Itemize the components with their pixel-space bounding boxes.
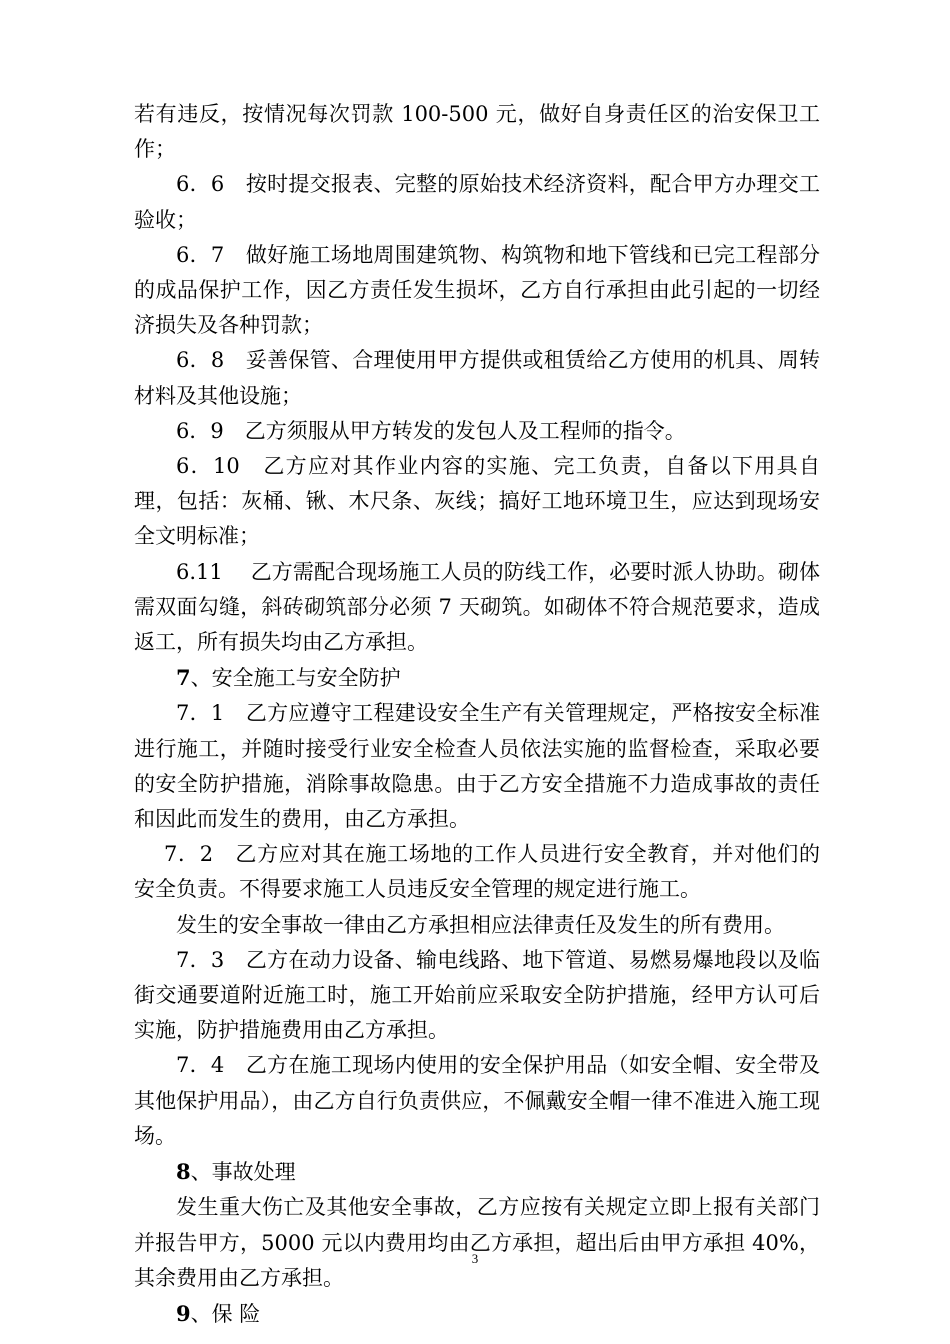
section-9-heading bbox=[134, 1296, 820, 1332]
clause-7-4: 7．4 乙方在施工现场内使用的安全保护用品（如安全帽、安全带及其他保护用品），由乙方自行负责供应，不佩戴安全帽一律不准进入施工现场。 bbox=[134, 1053, 820, 1148]
clause-6-7: 6．7 做好施工场地周围建筑物、构筑物和地下管线和已完工程部分的成品保护工作，因乙方责任发生损坏，乙方自行承担由此引起的一切经济损失及各种罚款； bbox=[134, 242, 820, 338]
paragraph-continuation: 若有违反，按情况每次罚款 100-500 元，做好自身责任区的治安保卫工作； bbox=[134, 102, 820, 162]
clause-6-6: 6．6 按时提交报表、完整的原始技术经济资料，配合甲方办理交工验收； bbox=[134, 172, 820, 232]
clause-6-8: 6．8 妥善保管、合理使用甲方提供或租赁给乙方使用的机具、周转材料及其他设施； bbox=[134, 348, 820, 408]
page-number: 3 bbox=[471, 1251, 479, 1266]
section-8-heading bbox=[134, 1154, 820, 1190]
section-9-title: 、保 险 bbox=[190, 1301, 261, 1326]
section-9-number: 9 bbox=[176, 1300, 191, 1326]
clause-7-3: 7．3 乙方在动力设备、输电线路、地下管道、易燃易爆地段以及临街交通要道附近施工时，施工开始前应采取安全防护措施，经甲方认可后实施，防护措施费用由乙方承担。 bbox=[134, 947, 820, 1043]
clause-6-9: 6．9 乙方须服从甲方转发的发包人及工程师的指令。 bbox=[176, 418, 686, 443]
section-7-number: 7 bbox=[176, 665, 191, 691]
clause-7-1: 7．1 乙方应遵守工程建设安全生产有关管理规定，严格按安全标准进行施工，并随时接受行业安全检查人员依法实施的监督检查，采取必要的安全防护措施，消除事故隐患。由于乙方安全措施不力造成事故的责任和因此而发生的费用，由乙方承担。 bbox=[134, 701, 820, 832]
section-8-body: 发生重大伤亡及其他安全事故，乙方应按有关规定立即上报有关部门并报告甲方，5000 元以内费用均由乙方承担，超出后由甲方承担 40%，其余费用由乙方承担。 bbox=[134, 1195, 820, 1290]
section-8-number: 8 bbox=[176, 1159, 191, 1185]
section-8-title: 、事故处理 bbox=[190, 1160, 296, 1185]
section-7-title: 、安全施工与安全防护 bbox=[190, 666, 401, 691]
contract-text bbox=[134, 97, 820, 1332]
clause-6-10: 6．10 乙方应对其作业内容的实施、完工负责，自备以下用具自理，包括：灰桶、锹、木尺条、灰线；搞好工地环境卫生，应达到现场安全文明标准； bbox=[134, 454, 820, 549]
clause-7-2-continued: 发生的安全事故一律由乙方承担相应法律责任及发生的所有费用。 bbox=[176, 912, 785, 937]
section-7-heading bbox=[134, 660, 820, 696]
clause-7-2: 7．2 乙方应对其在施工场地的工作人员进行安全教育，并对他们的安全负责。不得要求施工人员违反安全管理的规定进行施工。 bbox=[134, 842, 820, 902]
clause-6-11: 6.11 乙方需配合现场施工人员的防线工作，必要时派人协助。砌体需双面勾缝，斜砖砌筑部分必须 7 天砌筑。如砌体不符合规范要求，造成返工，所有损失均由乙方承担。 bbox=[134, 559, 820, 655]
